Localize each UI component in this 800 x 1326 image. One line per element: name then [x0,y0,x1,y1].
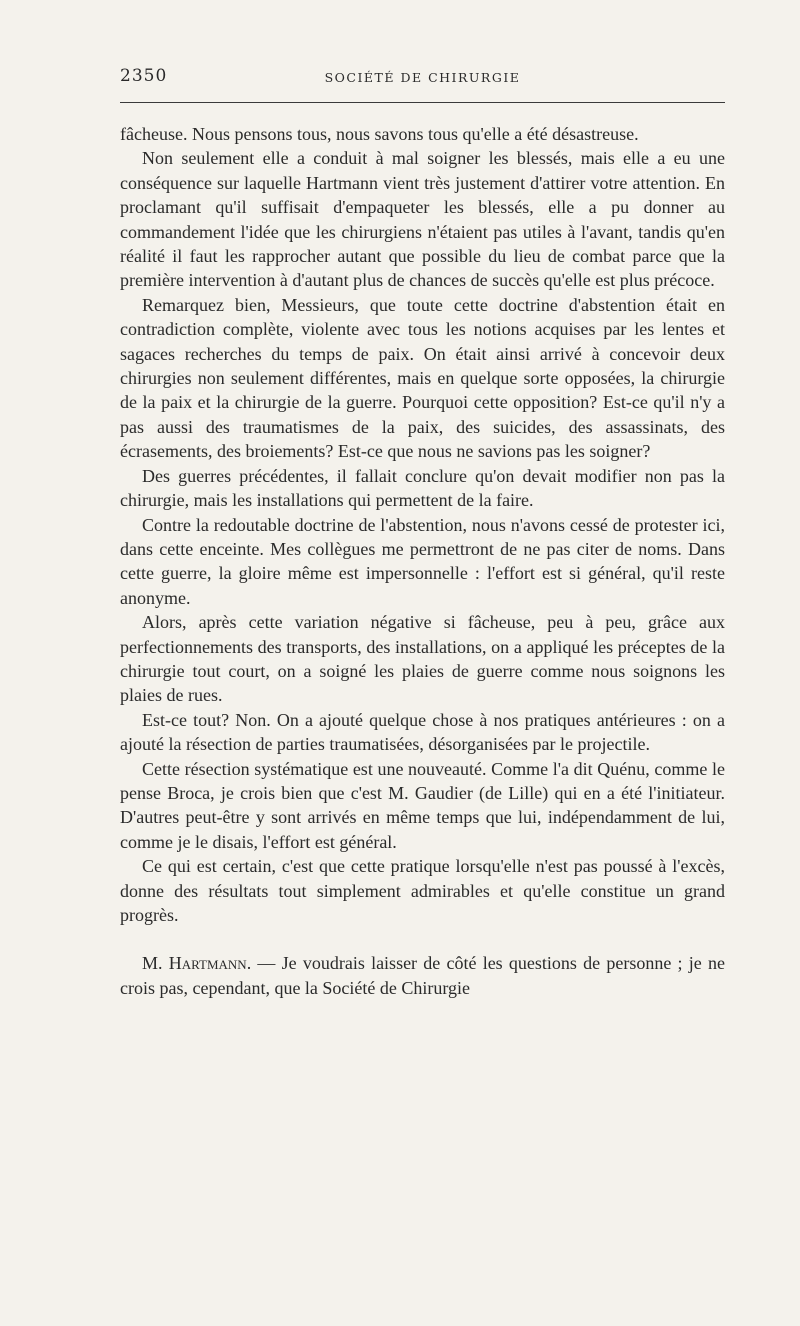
paragraph: Remarquez bien, Messieurs, que toute cette doctrine d'abstention était en contradiction complète, violente avec tous les notions acquises par les lentes et sagaces recherches du temps de paix. On était ainsi arrivé à concevoir deux chirurgies non seulement différentes, mais en quelque sorte opposées, la chirurgie de la paix et la chirurgie de la guerre. Pourquoi cette opposition? Est-ce qu'il n'y a pas aussi des traumatismes de la paix, des suicides, des assassinats, des écrasements, des broiements? Est-ce que nous ne savions pas les soigner? [120,294,725,462]
speaker-name: Hartmann [168,953,247,974]
book-page [120,60,725,1000]
page-header [120,60,725,100]
paragraph: Ce qui est certain, c'est que cette pratique lorsqu'elle n'est pas poussé à l'excès, donne des résultats tout simplement admirables et qu'elle constitue un grand progrès. [120,856,725,925]
paragraph: Alors, après cette variation négative si fâcheuse, peu à peu, grâce aux perfectionnements des transports, des installations, on a appliqué les préceptes de la chirurgie tout court, on a soigné les plaies de guerre comme nous soignons les plaies de rues. [120,612,725,706]
speaker-text: . — Je voudrais laisser de côté les questions de personne ; je ne crois pas, cependant, que la Société de Chirurgie [120,953,725,998]
header-rule [120,102,725,103]
paragraph: Non seulement elle a conduit à mal soigner les blessés, mais elle a eu une conséquence sur laquelle Hartmann vient très justement d'attirer votre attention. En proclamant qu'il suffisait d'empaqueter les blessés, elle a pu donner au commandement l'idée que les chirurgiens n'étaient pas utiles à l'avant, tandis qu'en réalité il faut les rapprocher autant que possible du lieu de combat parce que la première intervention à d'autant plus de chances de succès qu'elle est plus précoce. [120,148,725,291]
paragraph: Est-ce tout? Non. On a ajouté quelque chose à nos pratiques antérieures : on a ajouté la résection de parties traumatisées, désorganisées par le projectile. [120,709,725,755]
running-head: SOCIÉTÉ DE CHIRURGIE [324,70,521,85]
paragraph: Contre la redoutable doctrine de l'abstention, nous n'avons cessé de protester ici, dans cette enceinte. Mes collègues me permettront de ne pas citer de noms. Dans cette guerre, la gloire même est impersonnelle : l'effort est si général, qu'il reste anonyme. [120,514,725,608]
speaker-prefix: M. [142,953,169,974]
paragraph: fâcheuse. Nous pensons tous, nous savons tous qu'elle a été désastreuse. [120,124,639,144]
body-text [120,122,725,1000]
paragraph: Cette résection systématique est une nouveauté. Comme l'a dit Quénu, comme le pense Broca, je crois bien que c'est M. Gaudier (de Lille) qui en a été l'initiateur. D'autres peut-être y sont arrivés en même temps que lui, indépendamment de lui, comme je le disais, l'effort est général. [120,758,725,852]
paragraph: Des guerres précédentes, il fallait conclure qu'on devait modifier non pas la chirurgie, mais les installations qui permettent de la faire. [120,465,725,511]
page-number: 2350 [120,66,168,86]
speaker-paragraph [120,951,725,1000]
